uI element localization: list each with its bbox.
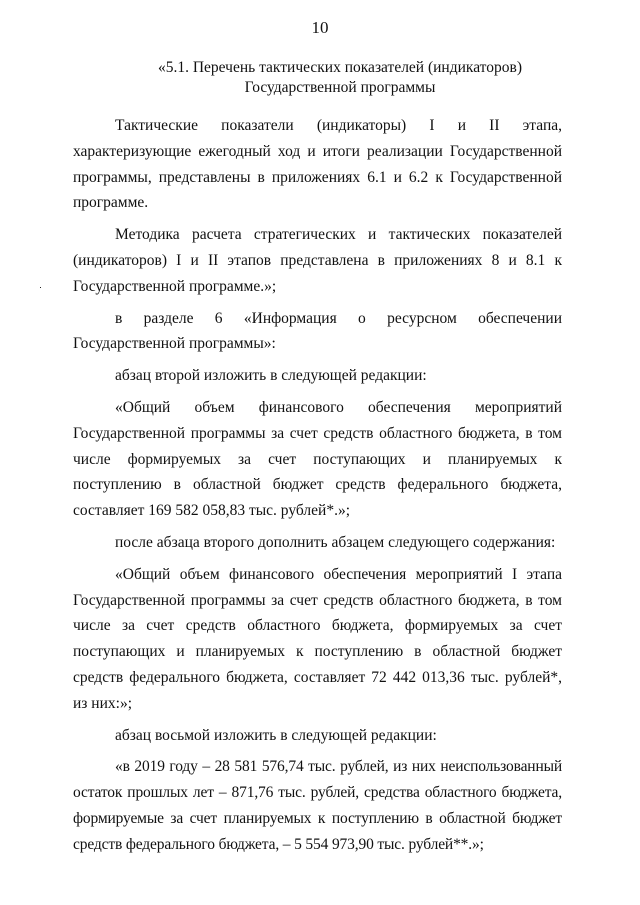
section-title-line-1: «5.1. Перечень тактических показателей (индикаторов) bbox=[157, 59, 522, 76]
paragraph-amend-eighth: абзац восьмой изложить в следующей редакции: bbox=[115, 726, 437, 744]
document-body bbox=[73, 113, 562, 858]
paragraph-year-2019: «в 2019 году – 28 581 576,74 тыс. рублей, из них неиспользованный остаток прошлых лет – 871,76 тыс. рублей, средства областного бюджета, формируемые за счет планируемых к поступлению в областной бюджет средств федерального бюджета, – 5 554 973,90 тыс. рублей**.»; bbox=[73, 758, 562, 853]
scan-speck bbox=[40, 287, 41, 288]
section-title bbox=[80, 58, 600, 98]
paragraph-total-funding: «Общий объем финансового обеспечения мероприятий Государственной программы за счет средств областного бюджета, в том числе формируемых за счет поступающих и планируемых к поступлению в областной бюджет средств федерального бюджета, составляет 169 582 058,83 тыс. рублей*.»; bbox=[73, 398, 562, 520]
paragraph-tactical-indicators: Тактические показатели (индикаторы) I и II этапа, характеризующие ежегодный ход и итоги реализации Государственной программы, представлены в приложениях 6.1 и 6.2 к Государственной программе. bbox=[73, 117, 562, 212]
paragraph-stage-one-funding: «Общий объем финансового обеспечения мероприятий I этапа Государственной программы за счет средств областного бюджета, в том числе за счет средств областного бюджета, формируемых за счет поступающих и планируемых к поступлению в областной бюджет средств федерального бюджета, составляет 72 442 013,36 тыс. рублей*, из них:»; bbox=[73, 565, 562, 712]
paragraph-section-6: в разделе 6 «Информация о ресурсном обеспечении Государственной программы»: bbox=[73, 309, 562, 353]
section-title-line-2: Государственной программы bbox=[244, 79, 436, 96]
page-number: 10 bbox=[311, 18, 329, 37]
paragraph-amend-second: абзац второй изложить в следующей редакции: bbox=[115, 367, 427, 385]
paragraph-methodology: Методика расчета стратегических и тактических показателей (индикаторов) I и II этапов представлена в приложениях 8 и 8.1 к Государственной программе.»; bbox=[73, 226, 562, 295]
paragraph-add-after-second: после абзаца второго дополнить абзацем следующего содержания: bbox=[115, 533, 556, 551]
